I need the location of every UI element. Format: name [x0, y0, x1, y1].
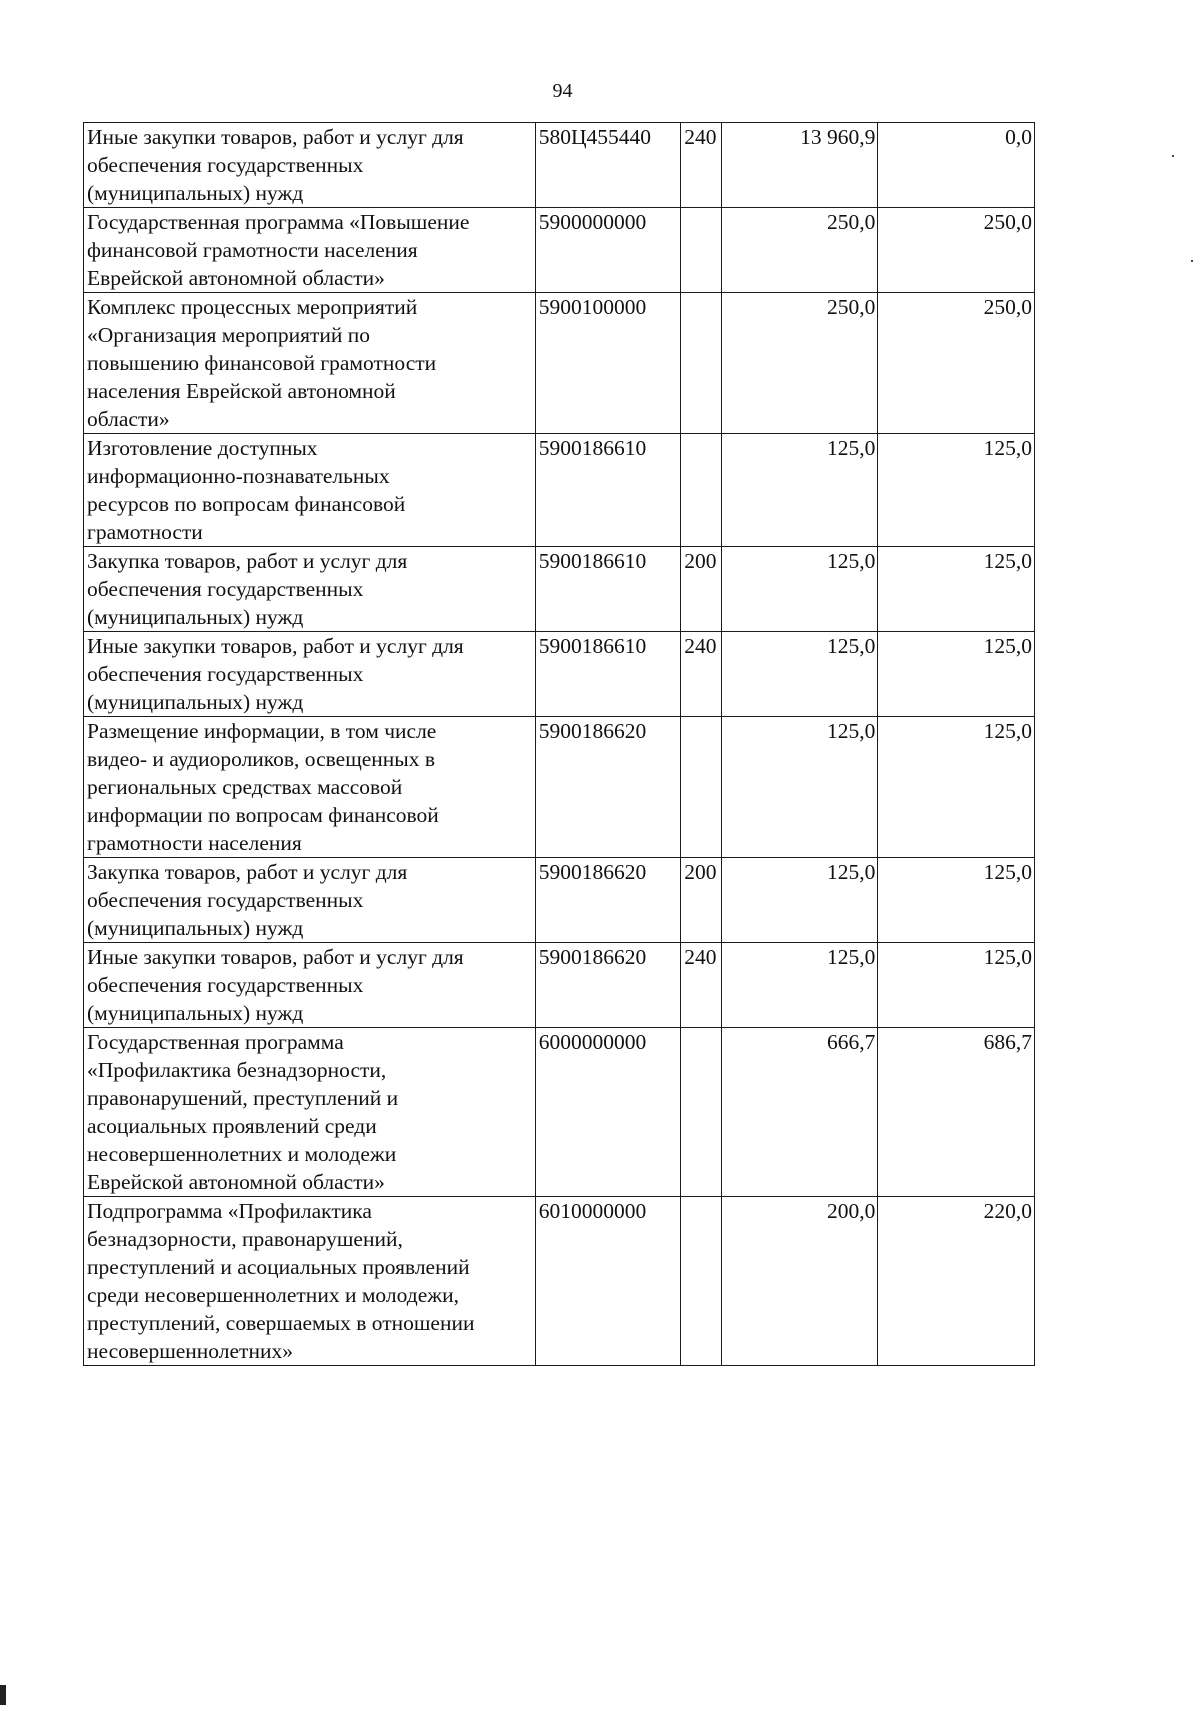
row-code-cell: 5900186620: [535, 858, 681, 943]
table-row: [84, 1028, 1035, 1197]
table-row: [84, 293, 1035, 434]
row-amount-year1-cell: 125,0: [721, 858, 878, 943]
row-expense-type-cell: 200: [681, 858, 721, 943]
table-row: [84, 547, 1035, 632]
row-expense-type-cell: 240: [681, 123, 721, 208]
row-amount-year2-cell: 125,0: [878, 717, 1035, 858]
row-name-cell: Государственная программа «Повышение финансовой грамотности населения Еврейской автономной области»: [84, 208, 536, 293]
row-code-cell: 6010000000: [535, 1197, 681, 1366]
row-code-cell: 5900186620: [535, 717, 681, 858]
row-amount-year2-cell: 220,0: [878, 1197, 1035, 1366]
page-number: 94: [552, 80, 573, 102]
row-expense-type-cell: 200: [681, 547, 721, 632]
row-code-cell: 5900000000: [535, 208, 681, 293]
table-row: [84, 123, 1035, 208]
row-name-cell: Размещение информации, в том числе видео- и аудиороликов, освещенных в региональных средствах массовой информации по вопросам финансовой грамотности населения: [84, 717, 536, 858]
row-amount-year1-cell: 125,0: [721, 943, 878, 1028]
row-code-cell: 5900186610: [535, 632, 681, 717]
row-expense-type-cell: [681, 717, 721, 858]
row-amount-year1-cell: 13 960,9: [721, 123, 878, 208]
table-row: [84, 1197, 1035, 1366]
row-expense-type-cell: [681, 1028, 721, 1197]
table-row: [84, 717, 1035, 858]
row-name-cell: Комплекс процессных мероприятий «Организация мероприятий по повышению финансовой грамотности населения Еврейской автономной области»: [84, 293, 536, 434]
row-code-cell: 5900186620: [535, 943, 681, 1028]
row-name-cell: Иные закупки товаров, работ и услуг для обеспечения государственных (муниципальных) нужд: [84, 123, 536, 208]
table-row: [84, 632, 1035, 717]
row-amount-year2-cell: 250,0: [878, 293, 1035, 434]
row-amount-year2-cell: 0,0: [878, 123, 1035, 208]
budget-table-body: [84, 123, 1035, 1366]
table-row: [84, 858, 1035, 943]
row-amount-year1-cell: 250,0: [721, 208, 878, 293]
table-row: [84, 943, 1035, 1028]
scan-edge-mark: [0, 1685, 6, 1705]
row-expense-type-cell: [681, 208, 721, 293]
row-amount-year1-cell: 125,0: [721, 434, 878, 547]
row-name-cell: Закупка товаров, работ и услуг для обеспечения государственных (муниципальных) нужд: [84, 858, 536, 943]
row-amount-year2-cell: 686,7: [878, 1028, 1035, 1197]
row-amount-year2-cell: 250,0: [878, 208, 1035, 293]
row-amount-year1-cell: 125,0: [721, 547, 878, 632]
row-amount-year1-cell: 125,0: [721, 717, 878, 858]
row-code-cell: 5900186610: [535, 547, 681, 632]
row-expense-type-cell: 240: [681, 943, 721, 1028]
scan-speck: [1172, 155, 1174, 157]
row-code-cell: 5900186610: [535, 434, 681, 547]
row-name-cell: Государственная программа «Профилактика безнадзорности, правонарушений, преступлений и асоциальных проявлений среди несовершеннолетних и молодежи Еврейской автономной области»: [84, 1028, 536, 1197]
row-code-cell: 580Ц455440: [535, 123, 681, 208]
row-amount-year2-cell: 125,0: [878, 434, 1035, 547]
row-amount-year2-cell: 125,0: [878, 632, 1035, 717]
row-code-cell: 5900100000: [535, 293, 681, 434]
row-name-cell: Закупка товаров, работ и услуг для обеспечения государственных (муниципальных) нужд: [84, 547, 536, 632]
row-expense-type-cell: 240: [681, 632, 721, 717]
row-name-cell: Иные закупки товаров, работ и услуг для обеспечения государственных (муниципальных) нужд: [84, 943, 536, 1028]
table-row: [84, 434, 1035, 547]
row-amount-year1-cell: 666,7: [721, 1028, 878, 1197]
row-amount-year1-cell: 250,0: [721, 293, 878, 434]
row-name-cell: Изготовление доступных информационно-познавательных ресурсов по вопросам финансовой грамотности: [84, 434, 536, 547]
table-row: [84, 208, 1035, 293]
row-amount-year2-cell: 125,0: [878, 547, 1035, 632]
budget-table: [83, 122, 1035, 1366]
row-name-cell: Подпрограмма «Профилактика безнадзорности, правонарушений, преступлений и асоциальных проявлений среди несовершеннолетних и молодежи, преступлений, совершаемых в отношении несовершеннолетних»: [84, 1197, 536, 1366]
row-code-cell: 6000000000: [535, 1028, 681, 1197]
row-amount-year1-cell: 200,0: [721, 1197, 878, 1366]
row-expense-type-cell: [681, 434, 721, 547]
row-amount-year2-cell: 125,0: [878, 943, 1035, 1028]
row-amount-year2-cell: 125,0: [878, 858, 1035, 943]
row-expense-type-cell: [681, 1197, 721, 1366]
row-name-cell: Иные закупки товаров, работ и услуг для обеспечения государственных (муниципальных) нужд: [84, 632, 536, 717]
row-expense-type-cell: [681, 293, 721, 434]
scan-speck: [1191, 260, 1193, 262]
row-amount-year1-cell: 125,0: [721, 632, 878, 717]
